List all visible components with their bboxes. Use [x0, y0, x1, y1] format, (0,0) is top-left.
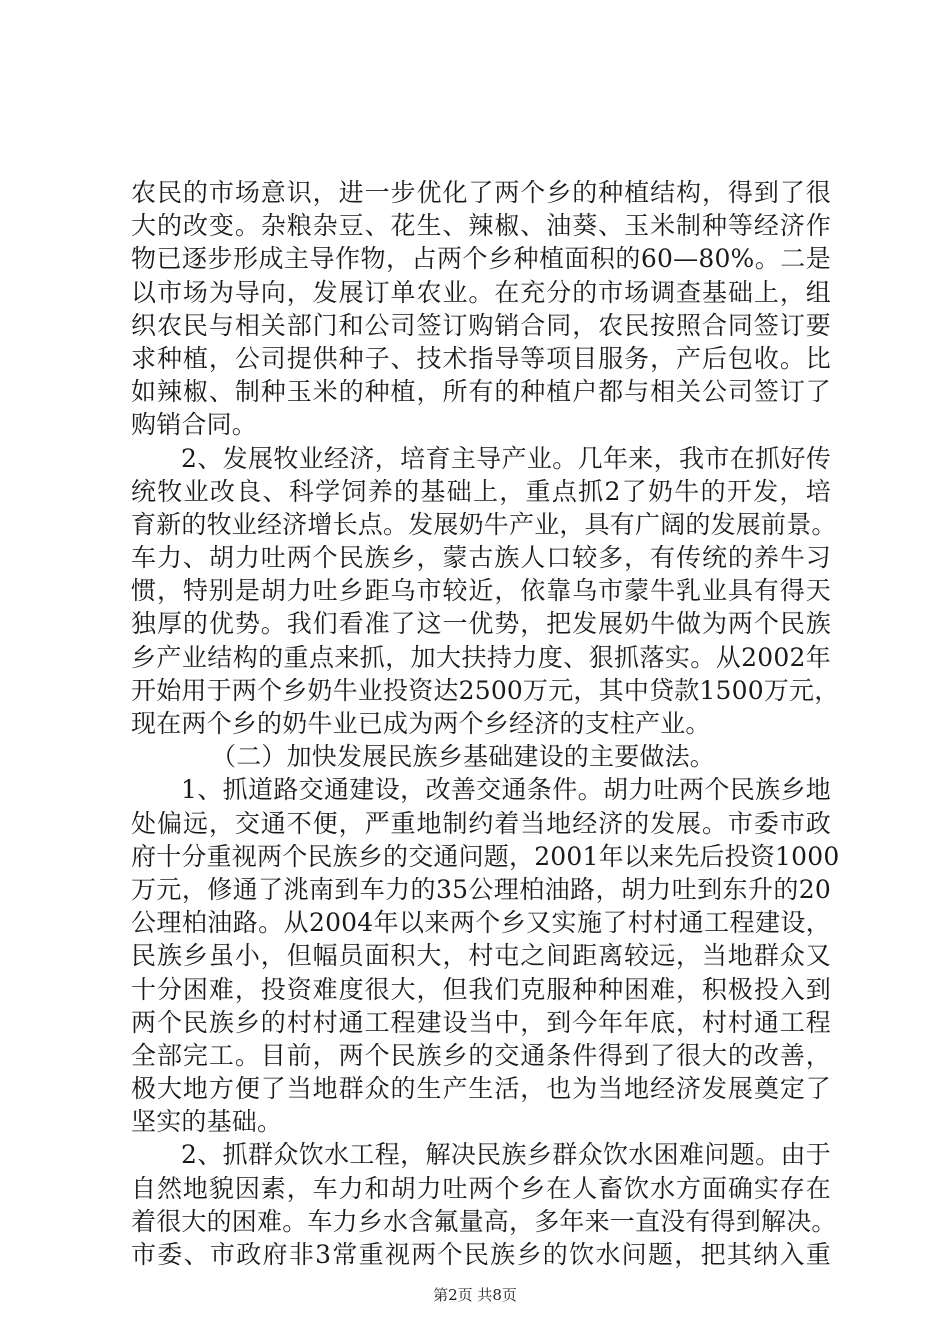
page-footer	[0, 1284, 950, 1305]
text-line: 2、抓群众饮水工程，解决民族乡群众饮水困难问题。由于	[181, 1140, 831, 1170]
text-line: 农民的市场意识，进一步优化了两个乡的种植结构，得到了很	[131, 178, 831, 207]
text-line: 1、抓道路交通建设，改善交通条件。胡力吐两个民族乡地	[181, 775, 831, 805]
text-line: 统牧业改良、科学饲养的基础上，重点抓2了奶牛的开发，培	[131, 476, 831, 506]
text-line: 自然地貌因素，车力和胡力吐两个乡在人畜饮水方面确实存在	[131, 1173, 831, 1203]
text-line: 求种植，公司提供种子、技术指导等项目服务，产后包收。比	[131, 343, 831, 373]
text-line: 民族乡虽小，但幅员面积大，村屯之间距离较远，当地群众又	[131, 941, 831, 971]
text-line: 府十分重视两个民族乡的交通问题，2001年以来先后投资1000	[131, 841, 840, 871]
text-line: 大的改变。杂粮杂豆、花生、辣椒、油葵、玉米制种等经济作	[131, 211, 831, 241]
text-line: 十分困难，投资难度很大，但我们克服种种困难，积极投入到	[131, 974, 831, 1004]
text-line: 织农民与相关部门和公司签订购销合同，农民按照合同签订要	[131, 310, 831, 340]
text-line: 开始用于两个乡奶牛业投资达2500万元，其中贷款1500万元，	[131, 675, 840, 705]
text-line: 坚实的基础。	[131, 1107, 283, 1137]
body-text	[131, 176, 840, 1271]
page-number-label: 第2页 共8页	[433, 1286, 517, 1304]
text-line: 车力、胡力吐两个民族乡，蒙古族人口较多，有传统的养牛习	[131, 543, 831, 573]
text-line: 着很大的困难。车力乡水含氟量高，多年来一直没有得到解决。	[131, 1206, 837, 1236]
text-line: 市委、市政府非3常重视两个民族乡的饮水问题，把其纳入重	[131, 1240, 831, 1269]
text-line: 处偏远，交通不便，严重地制约着当地经济的发展。市委市政	[131, 808, 831, 838]
text-line: 公理柏油路。从2004年以来两个乡又实施了村村通工程建设，	[131, 908, 831, 938]
section-heading: （二）加快发展民族乡基础建设的主要做法。	[211, 742, 716, 772]
text-line: 以市场为导向，发展订单农业。在充分的市场调查基础上，组	[131, 277, 831, 307]
text-line: 2、发展牧业经济，培育主导产业。几年来，我市在抓好传	[181, 443, 831, 473]
text-line: 独厚的优势。我们看准了这一优势，把发展奶牛做为两个民族	[131, 609, 831, 639]
text-line: 全部完工。目前，两个民族乡的交通条件得到了很大的改善，	[131, 1040, 831, 1070]
text-line: 如辣椒、制种玉米的种植，所有的种植户都与相关公司签订了	[131, 377, 831, 407]
text-line: 购销合同。	[131, 410, 258, 440]
text-line: 惯，特别是胡力吐乡距乌市较近，依靠乌市蒙牛乳业具有得天	[131, 576, 831, 606]
text-line: 物已逐步形成主导作物，占两个乡种植面积的60—80%。二是	[131, 244, 831, 274]
text-line: 育新的牧业经济增长点。发展奶牛产业，具有广阔的发展前景。	[131, 509, 837, 539]
text-line: 乡产业结构的重点来抓，加大扶持力度、狠抓落实。从2002年	[131, 642, 831, 672]
text-line: 万元，修通了洮南到车力的35公理柏油路，胡力吐到东升的20	[131, 874, 831, 904]
text-line: 两个民族乡的村村通工程建设当中，到今年年底，村村通工程	[131, 1007, 831, 1037]
text-line: 现在两个乡的奶牛业已成为两个乡经济的支柱产业。	[131, 709, 711, 738]
text-line: 极大地方便了当地群众的生产生活，也为当地经济发展奠定了	[131, 1074, 831, 1104]
